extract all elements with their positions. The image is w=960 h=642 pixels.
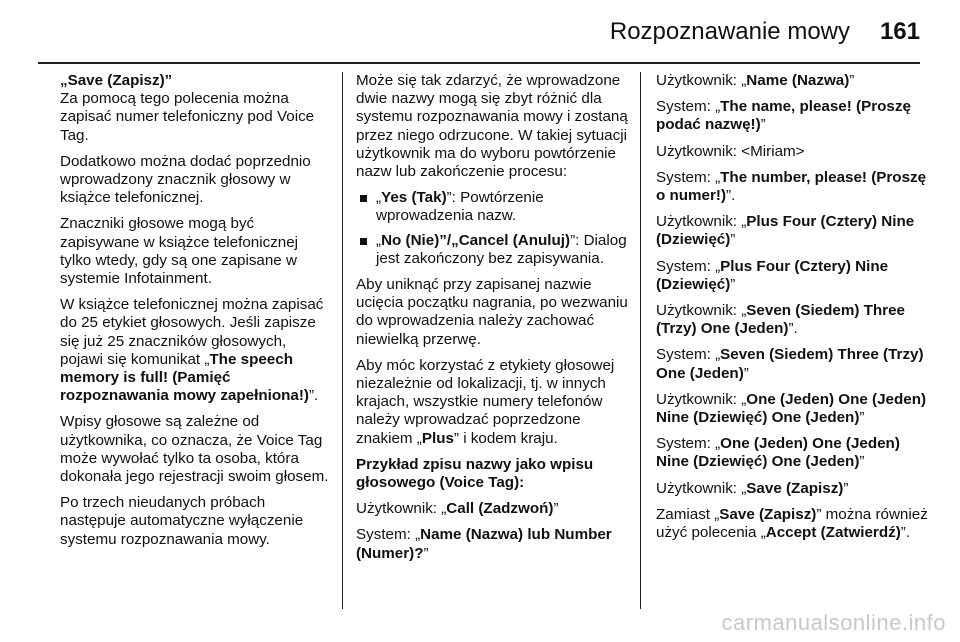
dialog-line: System: „The number, please! (Proszę o numer!)”. <box>656 168 927 205</box>
paragraph: Po trzech nieudanych próbach następuje automatyczne wyłączenie systemu rozpoznawania mowy. <box>60 494 304 548</box>
list-item: „Yes (Tak)”: Powtórzenie wprowadzenia nazw. <box>356 189 628 225</box>
dialog-line: Użytkownik: „Call (Zadzwoń)” <box>356 500 559 518</box>
paragraph: Zamiast „Save (Zapisz)” można również użyć polecenia „Accept (Zatwierdź)”. <box>656 505 928 542</box>
paragraph: Znaczniki głosowe mogą być zapisywane w książce telefonicznej tylko wtedy, gdy są one zapisane w systemie Infotainment. <box>60 215 299 288</box>
dialog-line: Użytkownik: „Plus Four (Cztery) Nine (Dziewięć)” <box>656 213 915 249</box>
dialog-line: Użytkownik: „Save (Zapisz)” <box>656 479 849 497</box>
dialog-line: Użytkownik: <Miriam> <box>656 142 805 160</box>
section-heading-save: „Save (Zapisz)” <box>60 72 173 89</box>
paragraph: Za pomocą tego polecenia można zapisać numer telefoniczny pod Voice Tag. <box>60 90 315 144</box>
column-1 <box>60 72 332 557</box>
dialog-line: System: „Seven (Siedem) Three (Trzy) One (Jeden)” <box>656 346 924 382</box>
example-heading: Przykład zpisu nazwy jako wpisu głosowego (Voice Tag): <box>356 455 594 492</box>
list-item: „No (Nie)”/„Cancel (Anuluj)”: Dialog jest zakończony bez zapisywania. <box>356 232 628 268</box>
paragraph: W książce telefonicznej można zapisać do 25 etykiet głosowych. Jeśli zapisze się już 25 znaczników głosowych, pojawi się komunikat „The speech memory is full! (Pamięć rozpoznawania mowy zapełniona!)”. <box>60 296 324 405</box>
dialog-line: Użytkownik: „Name (Nazwa)” <box>656 72 855 89</box>
column-2 <box>356 72 628 571</box>
page-title: Rozpoznawanie mowy <box>609 18 850 45</box>
column-divider <box>342 72 343 609</box>
page-header <box>38 0 920 64</box>
message-text: The speech memory is full! (Pamięć rozpoznawania mowy zapełniona!) <box>60 350 309 405</box>
dialog-line: System: „Plus Four (Cztery) Nine (Dziewięć)” <box>656 257 889 293</box>
page-number: 161 <box>879 18 920 45</box>
column-divider <box>640 72 641 609</box>
dialog-line: Użytkownik: „Seven (Siedem) Three (Trzy) One (Jeden)”. <box>656 302 905 338</box>
dialog-line: Użytkownik: „One (Jeden) One (Jeden) Nine (Dziewięć) One (Jeden)” <box>656 390 927 427</box>
dialog-line: System: „Name (Nazwa) lub Number (Numer)?” <box>356 526 612 562</box>
option-list <box>356 189 628 268</box>
watermark: carmanualsonline.info <box>721 610 946 635</box>
paragraph: Może się tak zdarzyć, że wprowadzone dwie nazwy mogą się zbyt różnić dla systemu rozpoznawania mowy i zostaną przez niego odrzucone. W takiej sytuacji użytkownik ma do wyboru powtórzenie nazw lub zakończenie procesu: <box>356 72 628 181</box>
dialog-line: System: „One (Jeden) One (Jeden) Nine (Dziewięć) One (Jeden)” <box>656 435 900 471</box>
dialog-line: System: „The name, please! (Proszę podać nazwę!)” <box>656 98 911 134</box>
paragraph: Dodatkowo można dodać poprzednio wprowadzony znacznik głosowy w książce telefonicznej. <box>60 152 311 207</box>
column-3 <box>656 72 928 550</box>
paragraph: Aby uniknąć przy zapisanej nazwie ucięcia początku nagrania, po wezwaniu do wprowadzenia należy zachować niewielką przerwę. <box>356 276 628 348</box>
paragraph: Wpisy głosowe są zależne od użytkownika, co oznacza, że Voice Tag może wywołać tylko ta osoba, która dokonała jego rejestracji swoim głosem. <box>60 413 329 486</box>
paragraph: Aby móc korzystać z etykiety głosowej niezależnie od lokalizacji, tj. w innych krajach, wszystkie numery telefonów należy wprowadzać poprzedzone znakiem „Plus” i kodem kraju. <box>356 356 615 447</box>
